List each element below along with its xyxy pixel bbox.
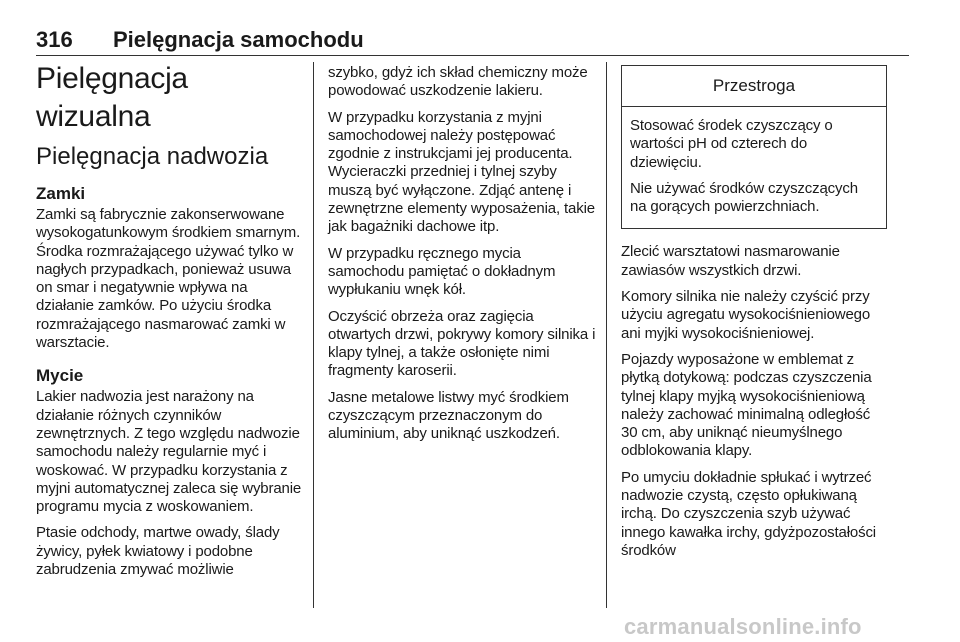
column-2 — [328, 60, 596, 452]
caution-paragraph-1: Stosować środek czyszczący o wartości pH od czterech do dziewięciu. — [630, 117, 833, 171]
locks-paragraph: Zamki są fabrycznie zakonserwowane wysokogatunkowym środkiem smarnym. Środka rozmrażającego używać tylko w nagłych przypadkach, ponieważ usuwa on smar i negatywnie wpływa na działanie zamków. Po użyciu środka rozmrażającego nasmarować zamki w warsztacie. — [36, 206, 301, 352]
paragraph: W przypadku korzystania z myjni samochodowej należy postępować zgodnie z instrukcjami jej producenta. Wycieraczki przedniej i tylnej szyby muszą być wyłączone. Zdjąć antenę i zewnętrzne elementy wyposażenia, takie jak bagażniki dachowe itp. — [328, 108, 595, 236]
paragraph: W przypadku ręcznego mycia samochodu pamiętać o dokładnym wypłukaniu wnęk kół. — [328, 244, 556, 299]
subsection-title: Pielęgnacja nadwozia — [36, 143, 269, 170]
washing-heading: Mycie — [36, 366, 84, 386]
paragraph: Zlecić warsztatowi nasmarowanie zawiasów wszystkich drzwi. — [621, 243, 840, 279]
caution-paragraph-2: Nie używać środków czyszczących na gorących powierzchniach. — [630, 179, 858, 216]
paragraph: Komory silnika nie należy czyścić przy użyciu agregatu wysokociśnieniowego ani myjki wysokociśnieniowej. — [621, 288, 871, 342]
column-divider-2 — [606, 62, 607, 608]
washing-paragraph-1: Lakier nadwozia jest narażony na działanie różnych czynników zewnętrznych. Z tego względu nadwozie samochodu należy regularnie myć i woskować. W przypadku korzystania z myjni automatycznej zaleca się wybranie programu mycia z woskowaniem. — [36, 388, 302, 516]
paragraph: szybko, gdyż ich skład chemiczny może powodować uszkodzenie lakieru. — [328, 64, 588, 100]
caution-heading: Przestroga — [622, 66, 886, 107]
page-header — [0, 28, 930, 56]
paragraph: Oczyścić obrzeża oraz zagięcia otwartych drzwi, pokrywy komory silnika i klapy tylnej, a także osłonięte nimi fragmenty karoserii. — [328, 307, 596, 380]
locks-heading: Zamki — [36, 184, 86, 203]
page-number: 316 — [36, 27, 73, 52]
caution-body — [622, 107, 886, 228]
paragraph: Pojazdy wyposażone w emblemat z płytką dotykową: podczas czyszczenia tylnej klapy myjką wysokociśnieniową należy zachować minimalną odległość 30 cm, aby uniknąć nieumyślnego odblokowania klapy. — [621, 350, 872, 460]
header-divider — [36, 55, 909, 56]
caution-box — [621, 65, 887, 229]
column-divider-1 — [313, 62, 314, 608]
paragraph: Po umyciu dokładnie spłukać i wytrzeć nadwozie czystą, często opłukiwaną irchą. Do czyszczenia szyb używać innego kawałka irchy, gdyżpozostałości środków — [621, 468, 876, 559]
chapter-title: Pielęgnacja samochodu — [113, 27, 364, 52]
section-title: Pielęgnacja wizualna — [36, 62, 188, 133]
column-3 — [621, 60, 889, 568]
washing-paragraph-2: Ptasie odchody, martwe owady, ślady żywicy, pyłek kwiatowy i podobne zabrudzenia zmywać możliwie — [36, 524, 280, 579]
watermark: carmanualsonline.info — [624, 614, 862, 639]
column-1 — [36, 60, 304, 587]
paragraph: Jasne metalowe listwy myć środkiem czyszczącym przeznaczonym do aluminium, aby uniknąć uszkodzeń. — [328, 388, 569, 443]
